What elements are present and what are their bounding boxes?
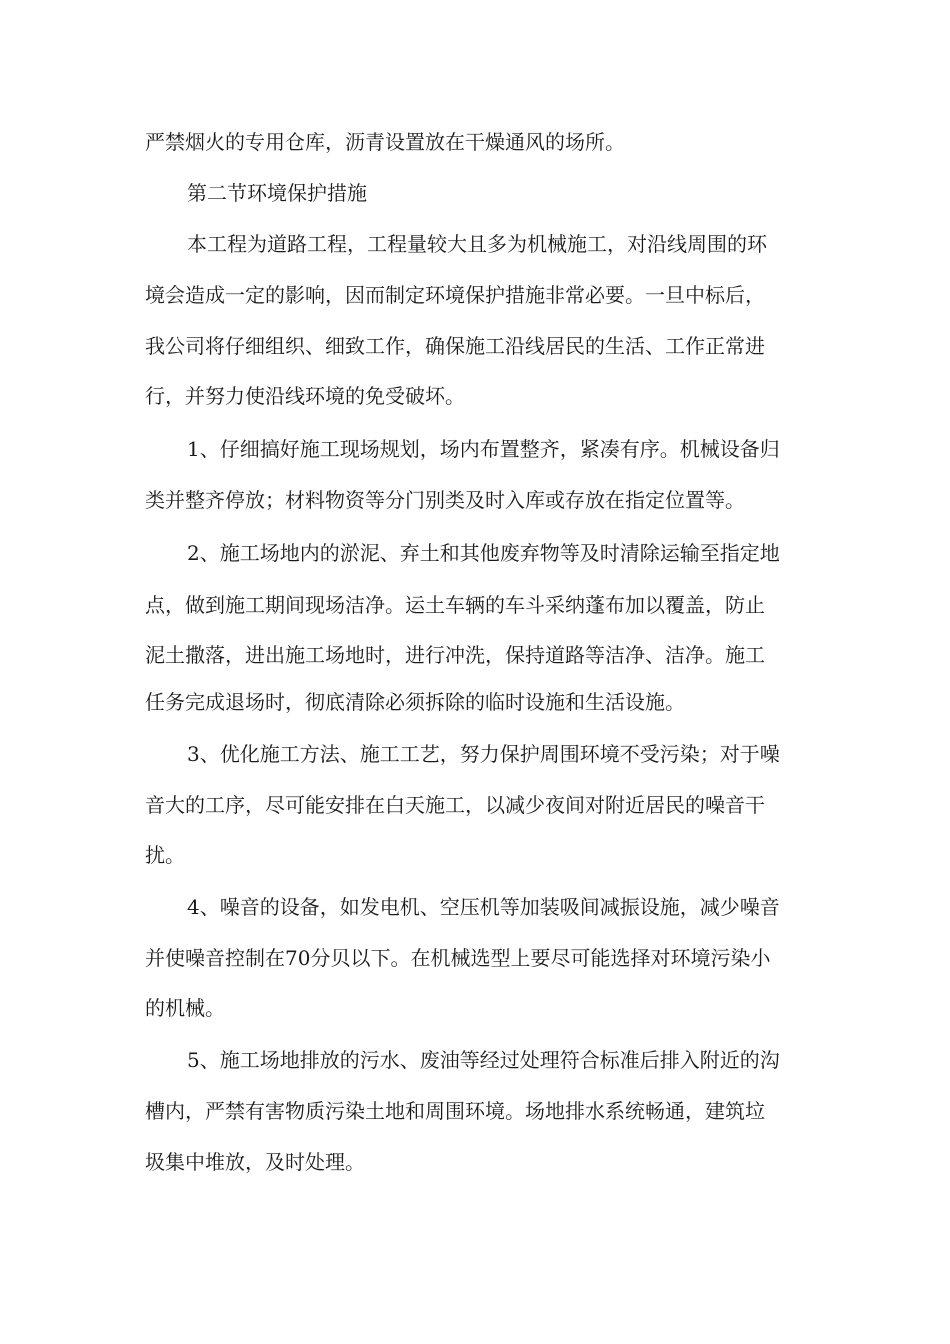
text-line: 圾集中堆放，及时处理。 [145,1150,365,1174]
text-line: 点，做到施工期间现场洁净。运土车辆的车斗采纳蓬布加以覆盖，防止 [145,593,765,617]
text-line: 音大的工序，尽可能安排在白天施工，以减少夜间对附近居民的噪音干 [145,793,765,817]
text-line: 行，并努力使沿线环境的免受破坏。 [145,384,465,408]
text-line: 的机械。 [145,996,225,1020]
text-line: 境会造成一定的影响，因而制定环境保护措施非常必要。一旦中标后， [145,283,765,307]
text-line: 并使噪音控制在70分贝以下。在机械选型上要尽可能选择对环境污染小 [145,946,771,970]
text-line: 4、噪音的设备，如发电机、空压机等加装吸间减振设施，减少噪音 [187,895,780,919]
text-line: 严禁烟火的专用仓库，沥青设置放在干燥通风的场所。 [145,130,625,154]
text-line: 2、施工场地内的淤泥、弃土和其他废弃物等及时清除运输至指定地 [187,541,780,565]
text-line: 3、优化施工方法、施工工艺，努力保护周围环境不受污染；对于噪 [187,742,780,766]
text-line: 扰。 [145,843,185,867]
section-heading: 第二节环境保护措施 [187,181,367,205]
text-line: 5、施工场地排放的污水、废油等经过处理符合标准后排入附近的沟 [187,1048,780,1072]
text-line: 泥土撒落，进出施工场地时，进行冲洗，保持道路等洁净、洁净。施工 [145,643,765,667]
text-line: 1、仔细搞好施工现场规划，场内布置整齐，紧凑有序。机械设备归 [187,437,780,461]
text-line: 任务完成退场时，彻底清除必须拆除的临时设施和生活设施。 [145,690,685,714]
text-line: 类并整齐停放；材料物资等分门别类及时入库或存放在指定位置等。 [145,488,745,512]
text-line: 我公司将仔细组织、细致工作，确保施工沿线居民的生活、工作正常进 [145,334,765,358]
text-line: 本工程为道路工程，工程量较大且多为机械施工，对沿线周围的环 [187,232,767,256]
text-line: 槽内，严禁有害物质污染土地和周围环境。场地排水系统畅通，建筑垃 [145,1099,765,1123]
